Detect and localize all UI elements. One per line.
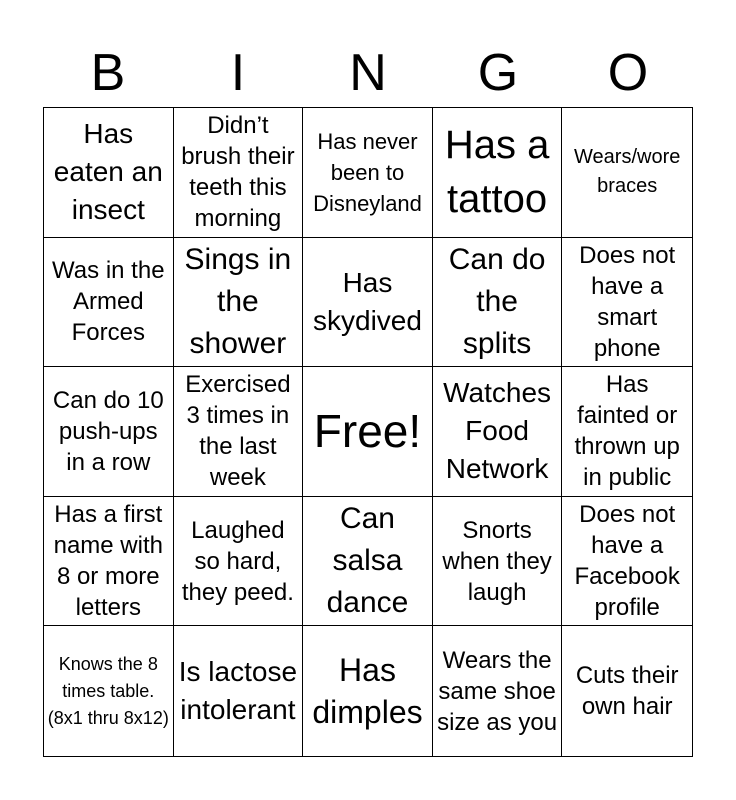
cell-text: Free!	[313, 405, 422, 458]
cell-text: Didn’t brush their teeth this morning	[181, 112, 295, 233]
bingo-cell[interactable]	[174, 238, 304, 368]
bingo-cell[interactable]	[44, 497, 174, 627]
bingo-cell[interactable]	[174, 626, 304, 756]
cell-text: Wears/wore braces	[574, 146, 681, 198]
cell-text: Knows the 8 times table. (8x1 thru 8x12)	[47, 653, 169, 728]
cell-text: Is lactose intolerant	[178, 656, 298, 726]
bingo-cell[interactable]	[44, 108, 174, 238]
cell-text: Has eaten an insect	[53, 118, 163, 226]
bingo-cell[interactable]	[433, 108, 563, 238]
cell-text: Can do 10 push-ups in a row	[52, 386, 164, 476]
cell-text: Was in the Armed Forces	[52, 257, 165, 347]
cell-text: Watches Food Network	[443, 377, 552, 485]
cell-text: Exercised 3 times in the last week	[185, 371, 291, 492]
bingo-cell[interactable]	[433, 626, 563, 756]
cell-text: Does not have a Facebook profile	[574, 501, 680, 622]
cell-text: Has dimples	[312, 652, 423, 731]
cell-text: Can salsa dance	[326, 502, 409, 620]
cell-text: Does not have a smart phone	[579, 241, 676, 362]
bingo-cell[interactable]	[303, 238, 433, 368]
header-letter-g: G	[477, 44, 519, 102]
bingo-cell[interactable]	[44, 626, 174, 756]
cell-text: Sings in the shower	[184, 242, 292, 360]
header-letter-b: B	[90, 44, 126, 102]
bingo-cell[interactable]	[174, 497, 304, 627]
cell-text: Has fainted or thrown up in public	[574, 371, 680, 492]
header-letter-n: N	[349, 44, 387, 102]
cell-text: Can do the splits	[448, 242, 546, 360]
bingo-cell[interactable]	[174, 108, 304, 238]
cell-text: Snorts when they laugh	[442, 516, 552, 606]
bingo-cell[interactable]	[303, 108, 433, 238]
cell-text: Cuts their own hair	[575, 662, 679, 721]
cell-text: Has a tattoo	[444, 123, 550, 222]
free-space[interactable]	[303, 367, 433, 497]
bingo-cell[interactable]	[562, 238, 692, 368]
bingo-cell[interactable]	[433, 497, 563, 627]
cell-text: Has skydived	[313, 266, 422, 336]
cell-text: Laughed so hard, they peed.	[181, 516, 294, 606]
bingo-board	[43, 107, 693, 757]
bingo-cell[interactable]	[562, 367, 692, 497]
header-letter-i: I	[230, 44, 246, 102]
cell-text: Has never been to Disneyland	[313, 128, 422, 216]
bingo-cell[interactable]	[562, 626, 692, 756]
bingo-cell[interactable]	[44, 367, 174, 497]
bingo-cell[interactable]	[433, 367, 563, 497]
bingo-cell[interactable]	[174, 367, 304, 497]
bingo-cell[interactable]	[303, 497, 433, 627]
bingo-cell[interactable]	[303, 626, 433, 756]
header-letter-o: O	[607, 44, 649, 102]
bingo-cell[interactable]	[562, 497, 692, 627]
cell-text: Wears the same shoe size as you	[437, 646, 558, 736]
cell-text: Has a first name with 8 or more letters	[53, 501, 163, 622]
bingo-cell[interactable]	[44, 238, 174, 368]
bingo-cell[interactable]	[433, 238, 563, 368]
bingo-header	[43, 40, 693, 106]
bingo-cell[interactable]	[562, 108, 692, 238]
